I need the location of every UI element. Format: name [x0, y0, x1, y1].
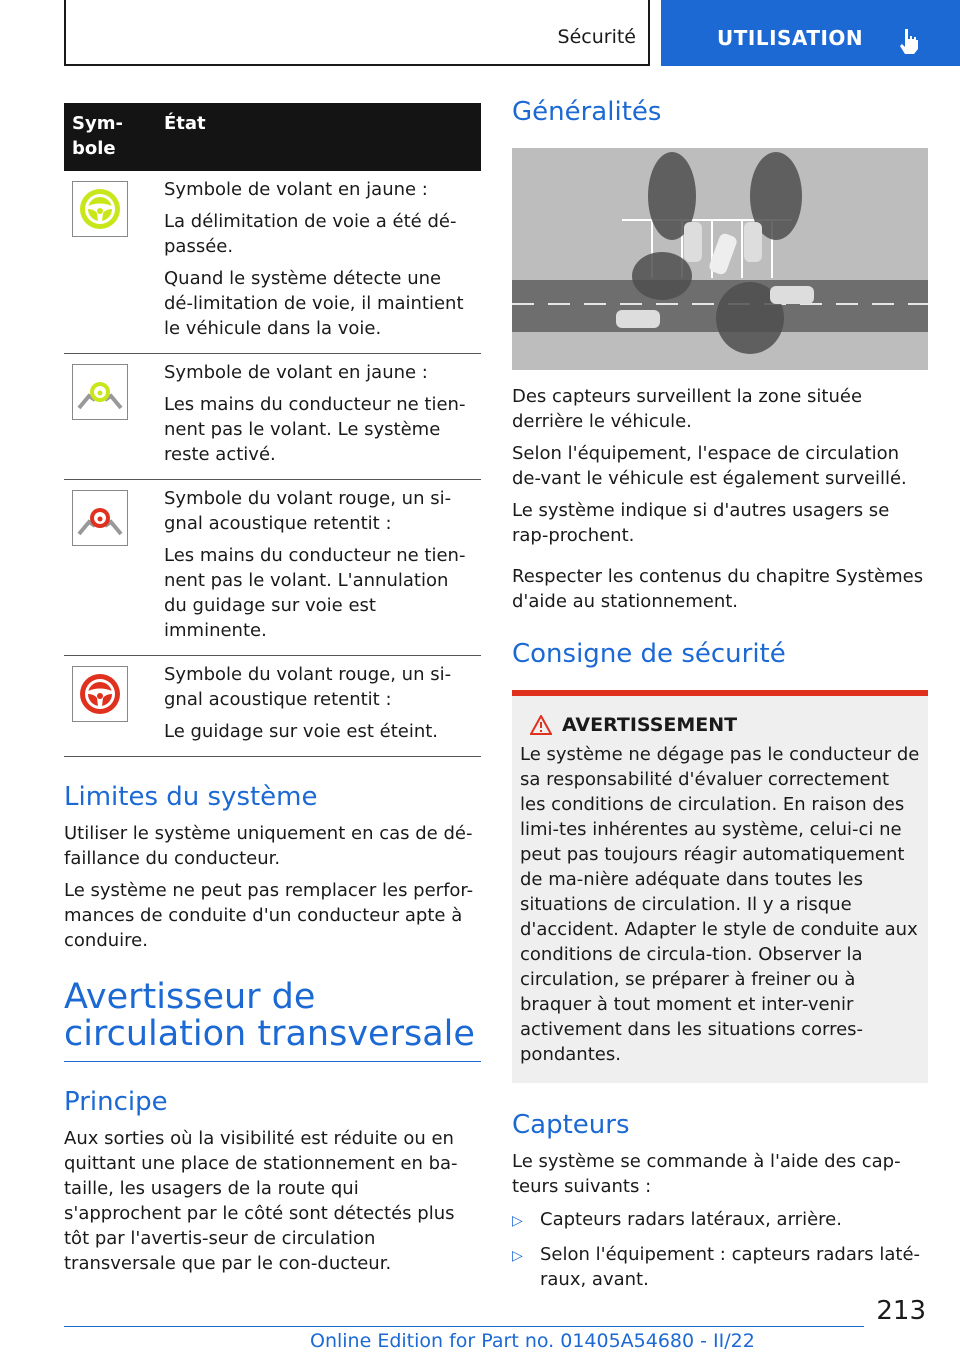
safety-title: Consigne de sécurité: [512, 639, 786, 669]
general-title: Généralités: [512, 97, 662, 127]
table-header-symbol: Sym- bole: [64, 103, 156, 171]
table-cell-text: Les mains du conducteur ne tien-nent pas le volant. L'annulation du guidage sur voie est imminente.: [164, 545, 466, 641]
page-number: 213: [876, 1296, 926, 1326]
table-row: [64, 354, 481, 480]
limits-paragraph: Le système ne peut pas remplacer les perfor-mances de conduite d'un conducteur apte à conduire.: [64, 880, 474, 951]
header-section-box: [64, 0, 650, 66]
cross-traffic-title: Avertisseur de circulation transversale: [64, 979, 481, 1062]
header-section-title: Sécurité: [557, 26, 636, 48]
warning-title: AVERTISSEMENT: [562, 714, 738, 736]
list-item-text: Selon l'équipement : capteurs radars laté-raux, avant.: [540, 1244, 921, 1290]
triangle-bullet-icon: ▷: [512, 1213, 523, 1229]
triangle-bullet-icon: ▷: [512, 1248, 523, 1264]
steering-wheel-red-icon: [72, 666, 128, 722]
header-chapter-title: UTILISATION: [717, 26, 864, 50]
sensors-title: Capteurs: [512, 1110, 630, 1140]
steering-wheel-yellow-icon: [72, 181, 128, 237]
table-cell-text: Symbole de volant en jaune :: [164, 179, 428, 200]
table-row: [64, 480, 481, 656]
right-column: [512, 96, 928, 1292]
table-row: [64, 656, 481, 757]
table-cell-text: Quand le système détecte une dé-limitation de voie, il maintient le véhicule dans la voie.: [164, 268, 464, 339]
table-cell-text: Symbole du volant rouge, un si-gnal acoustique retentit :: [164, 488, 452, 534]
warning-triangle-icon: [530, 715, 552, 735]
sensors-intro: Le système se commande à l'aide des cap-teurs suivants :: [512, 1151, 901, 1197]
left-column: [64, 103, 481, 1283]
table-cell-text: Les mains du conducteur ne tien-nent pas le volant. Le système reste activé.: [164, 394, 466, 465]
table-cell-text: Symbole de volant en jaune :: [164, 362, 428, 383]
list-item-text: Capteurs radars latéraux, arrière.: [540, 1209, 842, 1230]
warning-box: [512, 690, 928, 1083]
table-cell-text: Le guidage sur voie est éteint.: [164, 721, 439, 742]
symbol-table: [64, 103, 481, 757]
footer-edition: Online Edition for Part no. 01405A54680 - II/22: [310, 1330, 755, 1352]
hand-pointer-icon: [897, 27, 921, 55]
principle-paragraph: Aux sorties où la visibilité est réduite ou en quittant une place de stationnement en ba-taille, les usagers de la route qui s'approchent par le côté sont détectés plus tôt par l'avertis-seur de circulation transversale que par le con-ducteur.: [64, 1128, 458, 1274]
limits-paragraph: Utiliser le système uniquement en cas de dé-faillance du conducteur.: [64, 823, 473, 869]
general-paragraph: Respecter les contenus du chapitre Systèmes d'aide au stationnement.: [512, 566, 924, 612]
footer-divider: [64, 1326, 864, 1327]
steering-wheel-hands-yellow-icon: [72, 364, 128, 420]
table-header-state: État: [156, 103, 481, 171]
table-cell-text: Symbole du volant rouge, un si-gnal acoustique retentit :: [164, 664, 452, 710]
general-paragraph: Des capteurs surveillent la zone située derrière le véhicule.: [512, 386, 863, 432]
warning-text: Le système ne dégage pas le conducteur de sa responsabilité d'évaluer correctement les conditions de circulation. En raison des limi-tes inhérentes au système, celui-ci ne peut pas toujours réagir automatiquement de ma-nière adéquate dans toutes les situations de circulation. Il y a risque d'accident. Adapter le style de conduite aux conditions de circula-tion. Observer la circulation, se préparer à freiner ou à braquer à tout moment et inter-venir activement dans les situations corres-pondantes.: [520, 744, 920, 1065]
limits-title: Limites du système: [64, 782, 318, 812]
principle-title: Principe: [64, 1087, 168, 1117]
header-chapter-box: [661, 0, 960, 66]
list-item: [512, 1242, 928, 1292]
table-cell-text: La délimitation de voie a été dé-passée.: [164, 211, 457, 257]
steering-wheel-hands-red-icon: [72, 490, 128, 546]
table-row: [64, 171, 481, 354]
general-paragraph: Selon l'équipement, l'espace de circulation de-vant le véhicule est également surveillé.: [512, 443, 907, 489]
list-item: [512, 1207, 928, 1234]
general-paragraph: Le système indique si d'autres usagers se rap-prochent.: [512, 500, 890, 546]
parking-sensor-zones-illustration: [512, 148, 928, 370]
